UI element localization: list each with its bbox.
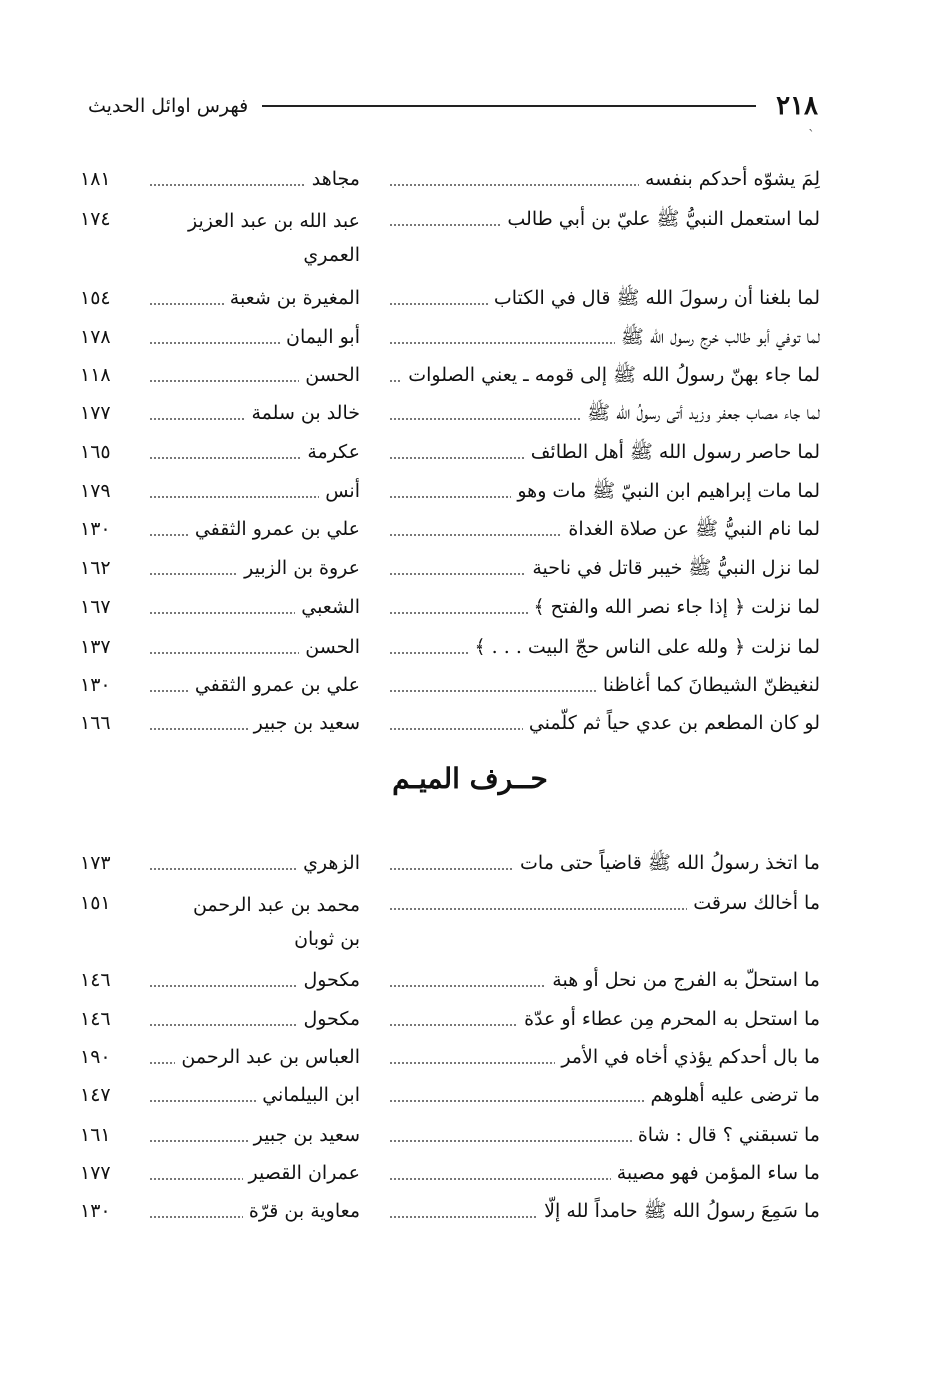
- hadith-text: ما استحلّ به الفرج من نحل أو هبة: [546, 969, 820, 991]
- hadith-cell: [390, 965, 820, 995]
- narrator-text: الزهري: [297, 852, 360, 874]
- page-ref: ١٣٠: [80, 674, 111, 696]
- narrator-text: محمد بن عبد الرحمن بن ثوبان: [192, 894, 360, 950]
- hadith-text: لما استعمل النبيُّ ﷺ عليّ بن أبي طالب: [501, 208, 820, 230]
- hadith-text: لما نزل النبيُّ ﷺ خيبر قاتل في ناحية: [526, 557, 820, 579]
- narrator-text: عمران القصير: [243, 1162, 360, 1184]
- page-ref: ١٧٨: [80, 326, 111, 348]
- hadith-cell: [390, 204, 820, 234]
- hadith-text: ما أخالك سرقت: [687, 892, 820, 914]
- index-row: [80, 1042, 820, 1072]
- narrator-cell: [150, 553, 360, 583]
- page-ref: ١٤٧: [80, 1084, 111, 1106]
- page-ref: ١٦٧: [80, 596, 111, 618]
- page-ref: ١٦٦: [80, 712, 111, 734]
- narrator-text: علي بن عمرو الثقفي: [189, 518, 360, 540]
- hadith-cell: [390, 322, 820, 352]
- page-ref: ١٦١: [80, 1124, 111, 1146]
- hadith-text: لما حاصر رسول الله ﷺ أهل الطائف: [525, 441, 820, 463]
- hadith-cell: [390, 1120, 820, 1150]
- hadith-cell: [390, 888, 820, 918]
- index-row: [80, 708, 820, 738]
- index-row: [80, 204, 820, 284]
- narrator-text: مجاهد: [306, 168, 360, 190]
- stray-mark: `: [808, 128, 815, 144]
- page-ref: ١٦٢: [80, 557, 111, 579]
- page-ref: ١٧٣: [80, 852, 111, 874]
- page-ref: ١٤٦: [80, 969, 111, 991]
- narrator-cell: [150, 360, 360, 390]
- hadith-text: لنغيظنّ الشيطانَ كما أغاظنا: [597, 674, 820, 696]
- index-row: [80, 1004, 820, 1034]
- narrator-text: أبو اليمان: [280, 326, 360, 348]
- narrator-text: علي بن عمرو الثقفي: [189, 674, 360, 696]
- index-row: [80, 1080, 820, 1110]
- narrator-text: الشعبي: [295, 596, 360, 618]
- index-row: [80, 848, 820, 878]
- page-ref: ١٨١: [80, 168, 111, 190]
- index-row: [80, 164, 820, 194]
- hadith-text: لما نام النبيُّ ﷺ عن صلاة الغداة: [562, 518, 820, 540]
- hadith-text: لما نزلت ﴿ إذا جاء نصر الله والفتح ﴾: [528, 596, 821, 618]
- narrator-text: العباس بن عبد الرحمن: [175, 1046, 360, 1068]
- narrator-cell: [150, 848, 360, 878]
- hadith-cell: [390, 670, 820, 700]
- hadith-text: لما توفي أبو طالب خرج رسول الله ﷺ: [615, 326, 820, 348]
- narrator-text: خالد بن سلمة: [245, 402, 360, 424]
- page-ref: ١٣٠: [80, 1200, 111, 1222]
- narrator-text: الحسن: [299, 364, 360, 386]
- page-number: ٢١٨: [776, 91, 818, 121]
- hadith-text: ما ساء المؤمن فهو مصيبة: [611, 1162, 820, 1184]
- hadith-cell: [390, 1158, 820, 1188]
- section-title: حــرف الميـم: [392, 762, 548, 795]
- hadith-text: لما نزلت ﴿ ولله على الناس حجّ البيت . . . ﴾: [469, 636, 821, 658]
- narrator-text: ابن البيلماني: [256, 1084, 360, 1106]
- hadith-cell: [390, 1080, 820, 1110]
- narrator-text: معاوية بن قرّة: [243, 1200, 360, 1222]
- page-ref: ١٤٦: [80, 1008, 111, 1030]
- narrator-cell: [150, 1120, 360, 1150]
- page-ref: ١٧٧: [80, 1162, 111, 1184]
- narrator-cell: [150, 632, 360, 662]
- index-row: [80, 1120, 820, 1150]
- narrator-cell: [150, 1004, 360, 1034]
- hadith-text: لما مات إبراهيم ابن النبيّ ﷺ مات وهو: [511, 480, 820, 502]
- page-header: [88, 86, 818, 126]
- narrator-cell: [150, 670, 360, 700]
- page-ref: ١١٨: [80, 364, 111, 386]
- hadith-text: ما سَمِعَ رسولُ الله ﷺ حامداً لله إلّا: [538, 1200, 820, 1222]
- hadith-cell: [390, 1004, 820, 1034]
- narrator-text: مكحول: [297, 969, 360, 991]
- index-row: [80, 360, 820, 390]
- page-ref: ١٩٠: [80, 1046, 111, 1068]
- narrator-cell: [150, 592, 360, 622]
- page-ref: ١٣٧: [80, 636, 111, 658]
- hadith-cell: [390, 283, 820, 313]
- running-title: فهرس اوائل الحديث: [88, 95, 249, 117]
- narrator-cell: [150, 965, 360, 995]
- index-row: [80, 632, 820, 662]
- index-row: [80, 322, 820, 352]
- hadith-cell: [390, 708, 820, 738]
- header-rule: [262, 105, 756, 107]
- page-ref: ١٥١: [80, 892, 111, 914]
- narrator-cell: [150, 1042, 360, 1072]
- index-row: [80, 514, 820, 544]
- hadith-cell: [390, 437, 820, 467]
- hadith-text: ما استحل به المحرم مِن عطاء أو عدّة: [518, 1008, 820, 1030]
- narrator-text: عبد الله بن عبد العزيز العمري: [187, 210, 360, 266]
- hadith-text: لما جاء بهنّ رسولُ الله ﷺ إلى قومه ـ يعني الصلوات: [402, 364, 820, 386]
- index-row: [80, 592, 820, 622]
- page-ref: ١٧٧: [80, 402, 111, 424]
- narrator-cell: [150, 164, 360, 194]
- index-row: [80, 283, 820, 313]
- hadith-cell: [390, 553, 820, 583]
- hadith-text: ما ترضى عليه أهلوهم: [645, 1084, 820, 1106]
- hadith-text: ما تسبقني ؟ قال : شاة: [632, 1124, 820, 1146]
- hadith-cell: [390, 592, 820, 622]
- narrator-text: المغيرة بن شعبة: [224, 287, 360, 309]
- hadith-cell: [390, 1196, 820, 1226]
- narrator-text: سعيد بن جبير: [248, 712, 360, 734]
- hadith-cell: [390, 848, 820, 878]
- narrator-cell: [150, 322, 360, 352]
- index-row: [80, 670, 820, 700]
- hadith-cell: [390, 360, 820, 390]
- index-row: [80, 476, 820, 506]
- index-row: [80, 437, 820, 467]
- narrator-text: سعيد بن جبير: [248, 1124, 360, 1146]
- page-ref: ١٦٥: [80, 441, 111, 463]
- page-ref: ١٥٤: [80, 287, 111, 309]
- narrator-cell: [150, 514, 360, 544]
- page-ref: ١٧٤: [80, 208, 111, 230]
- index-row: [80, 553, 820, 583]
- page-ref: ١٧٩: [80, 480, 111, 502]
- index-row: [80, 1196, 820, 1226]
- narrator-cell: [150, 1080, 360, 1110]
- narrator-text: عروة بن الزبير: [238, 557, 360, 579]
- hadith-cell: [390, 632, 820, 662]
- index-row: [80, 1158, 820, 1188]
- hadith-cell: [390, 164, 820, 194]
- hadith-cell: [390, 1042, 820, 1072]
- narrator-cell: [150, 476, 360, 506]
- narrator-cell: [150, 283, 360, 313]
- hadith-text: ما بال أحدكم يؤذي أخاه في الأمر: [555, 1046, 820, 1068]
- hadith-cell: [390, 514, 820, 544]
- narrator-text: عكرمة: [301, 441, 360, 463]
- narrator-text: أنس: [319, 480, 360, 502]
- hadith-cell: [390, 476, 820, 506]
- index-row: [80, 888, 820, 968]
- hadith-cell: [390, 398, 820, 428]
- page-ref: ١٣٠: [80, 518, 111, 540]
- narrator-text: الحسن: [299, 636, 360, 658]
- hadith-text: لما جاء مصاب جعفر وزيد أتى رسولُ الله ﷺ: [581, 402, 820, 424]
- index-row: [80, 965, 820, 995]
- narrator-text: مكحول: [297, 1008, 360, 1030]
- index-row: [80, 398, 820, 428]
- narrator-cell: [150, 708, 360, 738]
- hadith-text: لو كان المطعم بن عدي حياً ثم كلّمني: [523, 712, 820, 734]
- narrator-cell: [150, 398, 360, 428]
- hadith-text: لما بلغنا أن رسولَ الله ﷺ قال في الكتاب: [488, 287, 820, 309]
- narrator-cell: [150, 437, 360, 467]
- narrator-cell: [150, 1196, 360, 1226]
- narrator-cell: [150, 1158, 360, 1188]
- hadith-text: لِمَ يشوّه أحدكم بنفسه: [639, 168, 820, 190]
- hadith-text: ما اتخذ رسولُ الله ﷺ قاضياً حتى مات: [514, 852, 820, 874]
